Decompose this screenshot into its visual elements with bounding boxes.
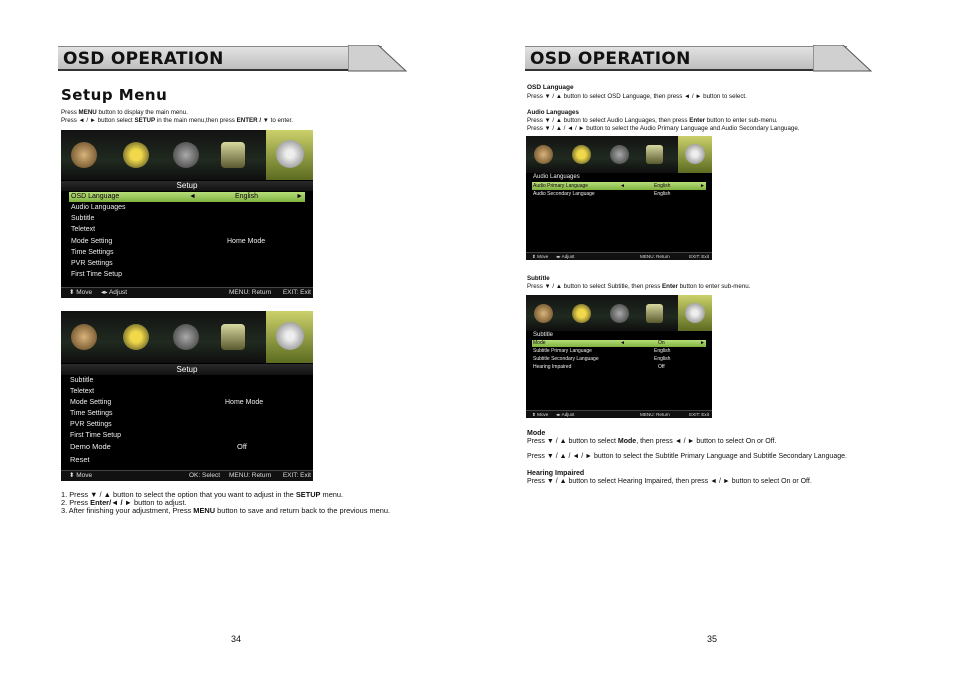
- hearing-impaired-row[interactable]: Hearing Impaired: [533, 364, 572, 370]
- subtitle-text: Press ▼ / ▲ button to select Subtitle, then press Enter button to enter sub-menu.: [527, 283, 751, 290]
- step-2: 2. Press Enter/◄ / ► button to adjust.: [61, 498, 187, 507]
- step-1: 1. Press ▼ / ▲ button to select the option that you want to adjust in the SETUP menu.: [61, 490, 344, 499]
- lock-icon: [646, 304, 663, 323]
- hearing-impaired-heading: Hearing Impaired: [527, 470, 585, 477]
- audio-primary-language-row[interactable]: Audio Primary Language ◄ English ►: [533, 183, 705, 189]
- sound-icon: [572, 304, 591, 323]
- menu-item-first-time-setup[interactable]: First Time Setup: [70, 432, 121, 439]
- setup-gear-icon: [678, 136, 712, 173]
- header-title: OSD OPERATION: [530, 49, 691, 69]
- screen-help-bar: ⬍ Move ◂▸ Adjust MENU: Return EXIT: Exit: [61, 287, 313, 298]
- arrow-left-icon: ◄: [620, 340, 625, 346]
- menu-item-first-time-setup[interactable]: First Time Setup: [71, 271, 122, 278]
- subtitle-secondary-language-row[interactable]: Subtitle Secondary Language: [533, 356, 599, 362]
- page-header-right: [525, 46, 847, 71]
- channel-icon: [610, 145, 629, 164]
- menu-item-subtitle[interactable]: Subtitle: [70, 377, 94, 384]
- subtitle-mode-row[interactable]: Mode ◄ On ►: [533, 340, 705, 346]
- arrow-right-icon: ►: [296, 193, 303, 200]
- header-slant-decoration: [813, 45, 873, 73]
- osd-language-text: Press ▼ / ▲ button to select OSD Language, then press ◄ / ► button to select.: [527, 93, 747, 100]
- osd-language-row[interactable]: OSD Language ◄ English ►: [71, 193, 303, 200]
- subtitle-heading: Subtitle: [527, 275, 550, 282]
- menu-item-demo-mode[interactable]: Demo Mode: [70, 442, 111, 451]
- screen-title: Setup: [61, 364, 313, 375]
- audio-languages-text-2: Press ▼ / ▲ / ◄ / ► button to select the Audio Primary Language and Audio Secondary Language.: [527, 125, 800, 132]
- arrow-right-icon: ►: [700, 340, 705, 346]
- osd-language-heading: OSD Language: [527, 84, 574, 91]
- setup-screen-2: [61, 311, 313, 481]
- lock-icon: [221, 324, 245, 350]
- menu-item-teletext[interactable]: Teletext: [71, 226, 96, 233]
- menu-item-time-settings[interactable]: Time Settings: [71, 249, 114, 256]
- setup-gear-icon: [678, 295, 712, 331]
- arrow-left-icon: ◄: [620, 183, 625, 189]
- menu-icon-strip: [61, 311, 313, 363]
- menu-item-subtitle[interactable]: Subtitle: [71, 215, 95, 222]
- menu-item-time-settings[interactable]: Time Settings: [70, 410, 113, 417]
- channel-icon: [173, 142, 199, 168]
- menu-item-pvr-settings[interactable]: PVR Settings: [71, 260, 113, 267]
- step-3: 3. After finishing your adjustment, Press MENU button to save and return back to the previous menu.: [61, 506, 391, 515]
- setup-gear-icon: [266, 311, 313, 363]
- arrow-right-icon: ►: [700, 183, 705, 189]
- mode-text: Press ▼ / ▲ button to select Mode, then press ◄ / ► button to select On or Off.: [527, 438, 777, 445]
- audio-languages-screen: [526, 136, 712, 260]
- right-page: [477, 0, 954, 675]
- audio-languages-heading: Audio Languages: [527, 109, 579, 116]
- subtitle-secondary-language-value: English: [654, 356, 671, 362]
- page-number-left: 34: [231, 634, 242, 644]
- mode-setting-value: Home Mode: [227, 238, 266, 245]
- channel-icon: [173, 324, 199, 350]
- lock-icon: [646, 145, 663, 164]
- setup-gear-icon: [266, 130, 313, 180]
- audio-secondary-language-value: English: [654, 191, 671, 197]
- subtitle-primary-language-row[interactable]: Subtitle Primary Language: [533, 348, 592, 354]
- menu-item-teletext[interactable]: Teletext: [70, 388, 95, 395]
- sound-icon: [123, 142, 149, 168]
- picture-icon: [71, 324, 97, 350]
- screen-title: Setup: [61, 181, 313, 191]
- menu-icon-strip: [61, 130, 313, 180]
- subtitle-primary-language-value: English: [654, 348, 671, 354]
- lock-icon: [221, 142, 245, 168]
- intro-line-1: Press MENU button to display the main menu.: [61, 109, 188, 116]
- page-number-right: 35: [707, 634, 718, 644]
- intro-line-2: Press ◄ / ► button select SETUP in the main menu,then press ENTER / ▼ to enter.: [61, 117, 293, 124]
- subtitle-screen: [526, 295, 712, 418]
- hearing-impaired-text: Press ▼ / ▲ button to select Hearing Impaired, then press ◄ / ► button to select On or Off.: [527, 478, 812, 485]
- picture-icon: [71, 142, 97, 168]
- mode-setting-value: Home Mode: [225, 399, 264, 406]
- header-title: OSD OPERATION: [63, 49, 224, 69]
- setup-menu-heading: Setup Menu: [61, 86, 168, 104]
- sound-icon: [572, 145, 591, 164]
- page-header-left: [58, 46, 382, 71]
- picture-icon: [534, 145, 553, 164]
- menu-icon-strip: [526, 136, 712, 173]
- sound-icon: [123, 324, 149, 350]
- channel-icon: [610, 304, 629, 323]
- screen-help-bar: ⬍ Move ◂▸ Adjust MENU: Return EXIT: Exit: [526, 252, 712, 260]
- menu-item-mode-setting[interactable]: Mode Setting: [71, 238, 113, 245]
- screen-title: Subtitle: [533, 332, 554, 338]
- menu-item-reset[interactable]: Reset: [70, 455, 90, 464]
- arrow-left-icon: ◄: [189, 193, 196, 200]
- hearing-impaired-value: Off: [658, 364, 665, 370]
- menu-item-audio-languages[interactable]: Audio Languages: [71, 204, 126, 211]
- mode-heading: Mode: [527, 430, 546, 437]
- header-slant-decoration: [348, 45, 408, 73]
- screen-help-bar: ⬍ Move ◂▸ Adjust MENU: Return EXIT: Exit: [526, 410, 712, 418]
- menu-item-mode-setting[interactable]: Mode Setting: [70, 399, 112, 406]
- subtitle-language-text: Press ▼ / ▲ / ◄ / ► button to select the Subtitle Primary Language and Subtitle Secondary Language.: [527, 453, 847, 460]
- audio-secondary-language-row[interactable]: Audio Secondary Language: [533, 191, 595, 197]
- screen-help-bar: ⬍ Move OK: Select MENU: Return EXIT: Exit: [61, 470, 313, 481]
- menu-item-pvr-settings[interactable]: PVR Settings: [70, 421, 112, 428]
- demo-mode-value: Off: [237, 442, 247, 451]
- picture-icon: [534, 304, 553, 323]
- setup-screen-1: [61, 130, 313, 298]
- screen-title: Audio Languages: [533, 174, 580, 180]
- audio-languages-text-1: Press ▼ / ▲ button to select Audio Languages, then press Enter button to enter sub-menu.: [527, 117, 778, 124]
- menu-icon-strip: [526, 295, 712, 331]
